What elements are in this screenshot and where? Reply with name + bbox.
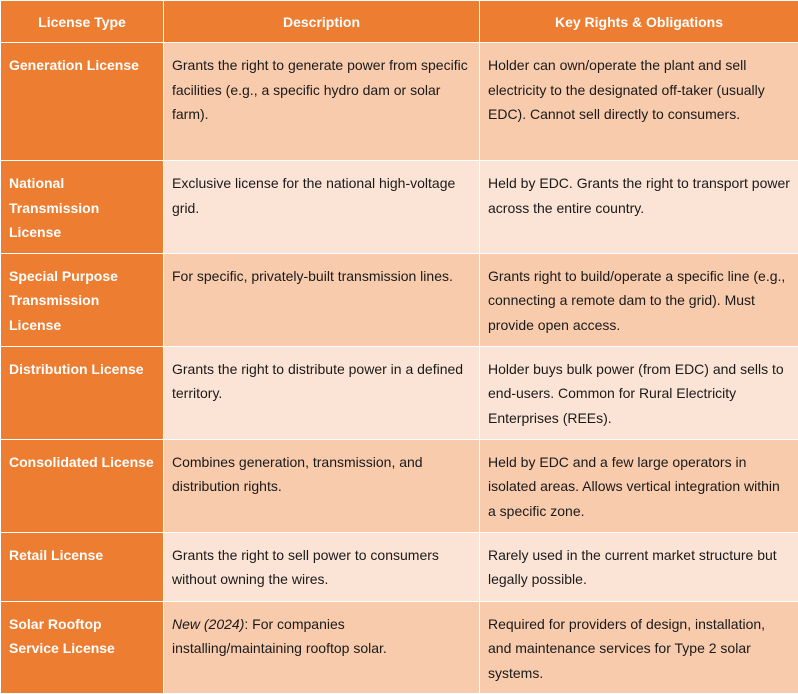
description-text: Grants the right to distribute power in a defined territory. — [172, 361, 463, 402]
description-text: Grants the right to sell power to consumers without owning the wires. — [172, 547, 439, 588]
license-type-cell: Retail License — [1, 532, 164, 601]
license-type-cell: Special Purpose Transmission License — [1, 253, 164, 346]
table-row — [1, 439, 798, 532]
header-key-rights: Key Rights & Obligations — [480, 1, 798, 43]
rights-cell: Required for providers of design, installation, and maintenance services for Type 2 solar systems. — [480, 601, 798, 694]
table-row — [1, 601, 798, 694]
rights-cell: Holder buys bulk power (from EDC) and sells to end-users. Common for Rural Electricity Enterprises (REEs). — [480, 346, 798, 439]
description-cell — [164, 346, 480, 439]
description-text: Combines generation, transmission, and distribution rights. — [172, 454, 423, 495]
description-cell — [164, 601, 480, 694]
rights-cell: Held by EDC and a few large operators in isolated areas. Allows vertical integration within a specific zone. — [480, 439, 798, 532]
description-cell — [164, 161, 480, 254]
description-text: : For companies installing/maintaining rooftop solar. — [172, 616, 387, 657]
table-row — [1, 43, 798, 161]
new-tag: New (2024) — [172, 616, 244, 632]
header-license-type: License Type — [1, 1, 164, 43]
description-text: Grants the right to generate power from specific facilities (e.g., a specific hydro dam or solar farm). — [172, 57, 468, 122]
rights-cell: Grants right to build/operate a specific line (e.g., connecting a remote dam to the grid). Must provide open access. — [480, 253, 798, 346]
license-type-cell: Generation License — [1, 43, 164, 161]
license-type-cell: Consolidated License — [1, 439, 164, 532]
description-cell — [164, 253, 480, 346]
description-cell — [164, 532, 480, 601]
description-cell — [164, 43, 480, 161]
license-type-cell: National Transmission License — [1, 161, 164, 254]
rights-cell: Rarely used in the current market structure but legally possible. — [480, 532, 798, 601]
table-row — [1, 532, 798, 601]
table-header-row — [1, 1, 798, 43]
rights-cell: Holder can own/operate the plant and sell electricity to the designated off-taker (usually EDC). Cannot sell directly to consumers. — [480, 43, 798, 161]
description-cell — [164, 439, 480, 532]
rights-cell: Held by EDC. Grants the right to transport power across the entire country. — [480, 161, 798, 254]
description-text: For specific, privately-built transmission lines. — [172, 268, 453, 284]
table-row — [1, 161, 798, 254]
header-description: Description — [164, 1, 480, 43]
table-row — [1, 253, 798, 346]
license-type-cell: Distribution License — [1, 346, 164, 439]
description-text: Exclusive license for the national high-voltage grid. — [172, 175, 455, 216]
table-row — [1, 346, 798, 439]
license-type-cell: Solar Rooftop Service License — [1, 601, 164, 694]
